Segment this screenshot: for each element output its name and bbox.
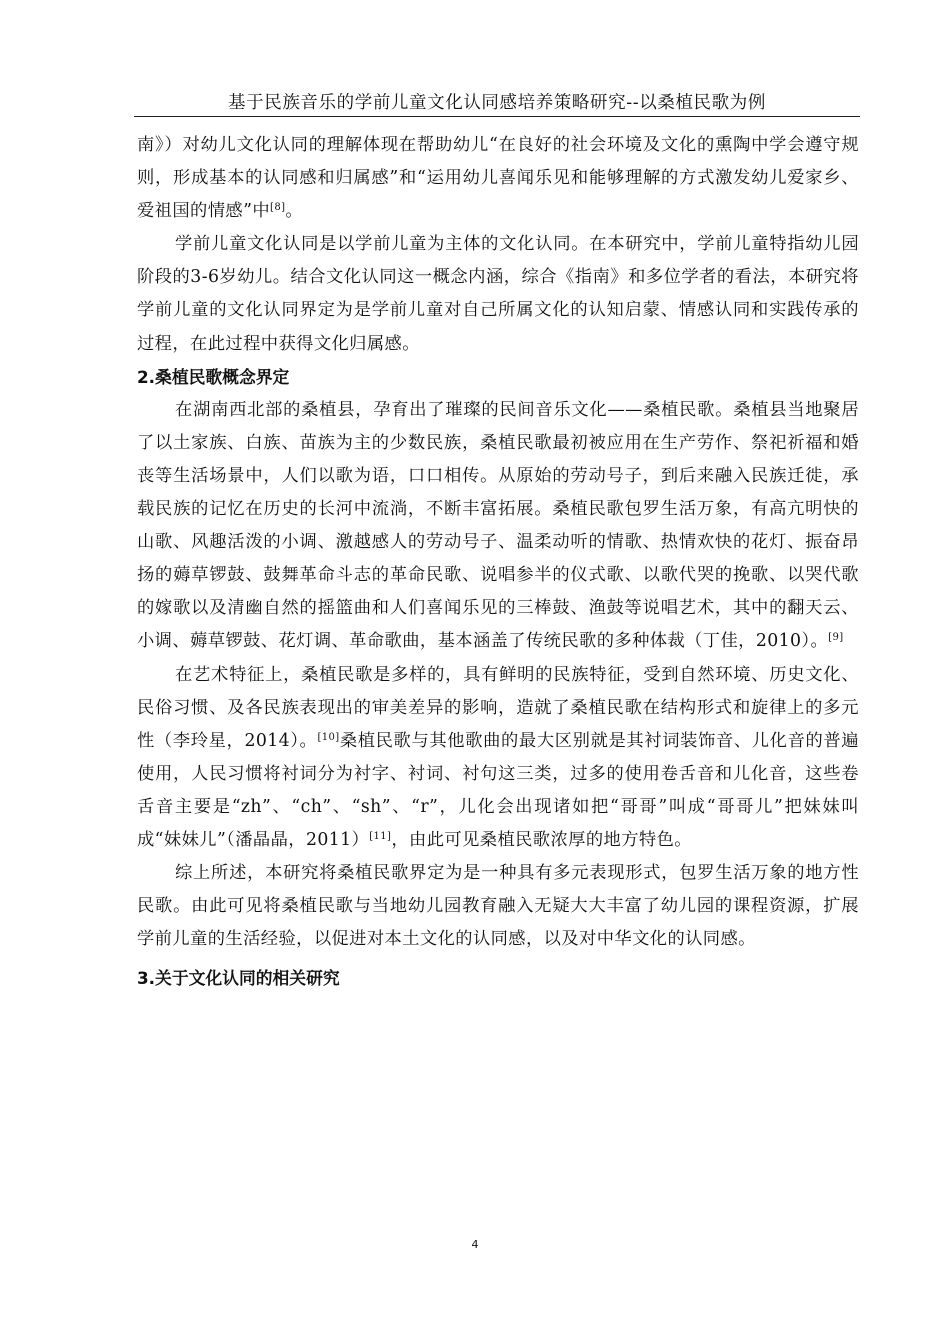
running-header: 基于民族音乐的学前儿童文化认同感培养策略研究--以桑植民歌为例 — [228, 93, 766, 113]
paragraph-artistic-features — [137, 659, 859, 858]
citation-ref: [11] — [369, 830, 392, 842]
paragraph-definition — [137, 228, 859, 360]
citation-ref: [8] — [270, 202, 286, 214]
paragraph-sangzhi-intro — [137, 394, 859, 659]
citation-ref: [9] — [828, 632, 844, 644]
paragraph-summary — [137, 857, 859, 956]
paragraph-text: 综上所述，本研究将桑植民歌界定为是一种具有多元表现形式，包罗生活万象的地方性民歌。由此可见将桑植民歌与当地幼儿园教育融入无疑大大丰富了幼儿园的课程资源，扩展学前儿童的生活经验，以促进对本土文化的认同感，以及对中华文化的认同感。 — [137, 863, 859, 950]
paragraph-tail: ，由此可见桑植民歌浓厚的地方特色。 — [391, 829, 692, 850]
paragraph-text-continued: 桑植民歌与其他歌曲的最大区别就是其衬词装饰音、儿化音的普遍使用，人民习惯将衬词分为衬字、衬词、衬句这三类，过多的使用卷舌音和儿化音，这些卷舌音主要是“zh”、“ch”、“sh”、“r”，儿化会出现诸如把“哥哥”叫成“哥哥儿”把妹妹叫成“妹妹儿”（潘晶晶，2011） — [137, 730, 859, 850]
paragraph-text: 学前儿童文化认同是以学前儿童为主体的文化认同。在本研究中，学前儿童特指幼儿园阶段的3-6岁幼儿。结合文化认同这一概念内涵，综合《指南》和多位学者的看法，本研究将学前儿童的文化认同界定为是学前儿童对自己所属文化的认知启蒙、情感认同和实践传承的过程，在此过程中获得文化归属感。 — [137, 234, 859, 354]
section-heading-3: 3.关于文化认同的相关研究 — [137, 968, 340, 989]
header-rule — [134, 116, 860, 117]
section-heading-2: 2.桑植民歌概念界定 — [137, 366, 290, 387]
paragraph-tail: 。 — [285, 201, 304, 222]
paragraph-text: 在湖南西北部的桑植县，孕育出了璀璨的民间音乐文化——桑植民歌。桑植县当地聚居了以土家族、白族、苗族为主的少数民族，桑植民歌最初被应用在生产劳作、祭祀祈福和婚丧等生活场景中，人们以歌为语，口口相传。从原始的劳动号子，到后来融入民族迁徙，承载民族的记忆在历史的长河中流淌，不断丰富拓展。桑植民歌包罗生活万象，有高亢明快的山歌、风趣活泼的小调、激越感人的劳动号子、温柔动听的情歌、热情欢快的花灯、振奋昂扬的薅草锣鼓、鼓舞革命斗志的革命民歌、说唱参半的仪式歌、以歌代哭的挽歌、以哭代歌的嫁歌以及清幽自然的摇篮曲和人们喜闻乐见的三棒鼓、渔鼓等说唱艺术，其中的翻天云、小调、薅草锣鼓、花灯调、革命歌曲，基本涵盖了传统民歌的多种体裁（丁佳，2010）。 — [137, 399, 859, 652]
paragraph-continuation — [137, 129, 859, 228]
document-body — [137, 129, 859, 995]
page-number: 4 — [471, 1238, 479, 1251]
paragraph-text: 在艺术特征上，桑植民歌是多样的，具有鲜明的民族特征，受到自然环境、历史文化、民俗习惯、及各民族表现出的审美差异的影响，造就了桑植民歌在结构形式和旋律上的多元性（李玲星，2014）。 — [137, 664, 859, 751]
paragraph-text: 南》）对幼儿文化认同的理解体现在帮助幼儿“在良好的社会环境及文化的熏陶中学会遵守规则，形成基本的认同感和归属感”和“运用幼儿喜闻乐见和能够理解的方式激发幼儿爱家乡、爱祖国的情感”中 — [137, 135, 859, 222]
citation-ref: [10] — [317, 731, 340, 743]
